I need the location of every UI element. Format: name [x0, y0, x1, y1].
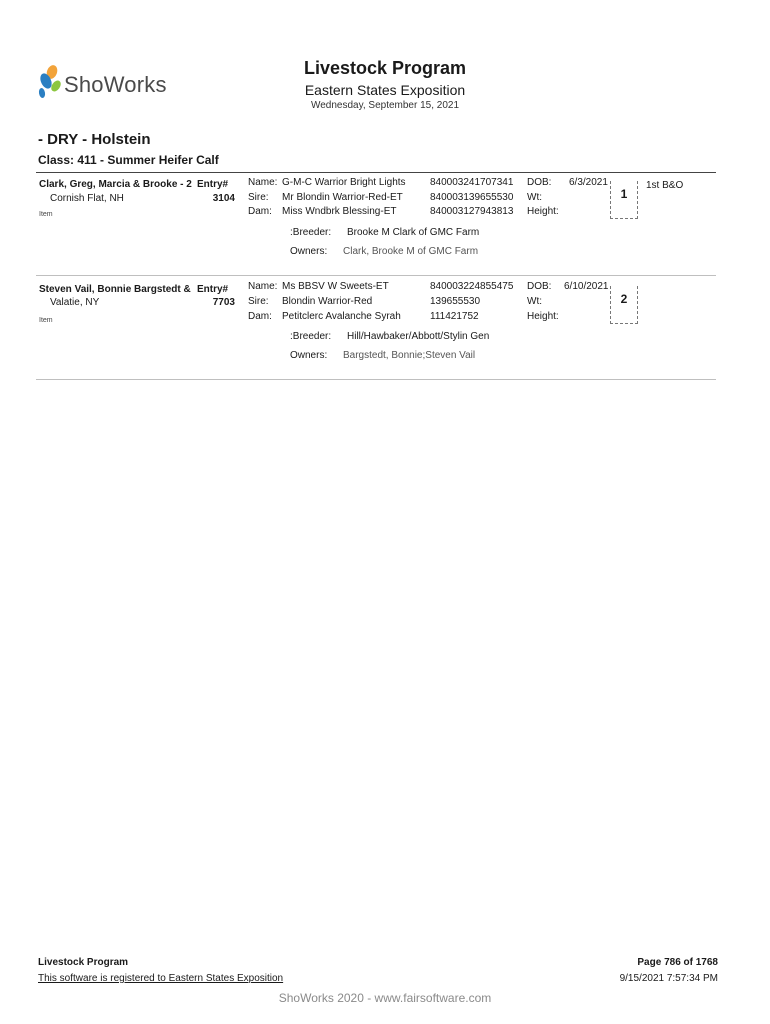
report-subtitle: Eastern States Exposition [304, 82, 466, 98]
owners-name: Clark, Brooke M of GMC Farm [343, 246, 479, 257]
dam-name: Miss Wndbrk Blessing-ET [282, 206, 397, 217]
dob-value: 6/10/2021 [564, 281, 609, 292]
logo-text: ShoWorks [64, 72, 167, 97]
height-label: Height: [527, 311, 559, 322]
dam-label: Dam: [248, 206, 272, 217]
weight-label: Wt: [527, 192, 542, 203]
footer-registration-link[interactable]: This software is registered to Eastern States Exposition [38, 973, 284, 984]
entry-number: 7703 [212, 297, 235, 308]
award-text: 1st B&O [646, 180, 684, 191]
exhibitor-location: Valatie, NY [50, 297, 100, 308]
entry-divider [36, 275, 716, 276]
breeder-label: :Breeder: [290, 227, 332, 238]
dam-label: Dam: [248, 311, 272, 322]
dam-name: Petitclerc Avalanche Syrah [282, 311, 401, 322]
footer-timestamp: 9/15/2021 7:57:34 PM [619, 973, 718, 984]
animal-name: Ms BBSV W Sweets-ET [282, 281, 389, 292]
sire-id: 840003139655530 [430, 192, 514, 203]
owners-label: Owners: [290, 246, 328, 257]
entry-number: 3104 [212, 193, 235, 204]
sire-id: 139655530 [430, 296, 481, 307]
exhibitor-name: Steven Vail, Bonnie Bargstedt & [39, 284, 191, 295]
animal-id: 840003241707341 [430, 177, 514, 188]
sire-name: Mr Blondin Warrior-Red-ET [282, 192, 403, 203]
owners-name: Bargstedt, Bonnie;Steven Vail [343, 350, 476, 361]
breeder-name: Hill/Hawbaker/Abbott/Stylin Gen [347, 331, 490, 342]
item-label: Item [39, 317, 53, 324]
breeder-label: :Breeder: [290, 331, 332, 342]
sire-name: Blondin Warrior-Red [282, 296, 373, 307]
software-watermark: ShoWorks 2020 - www.fairsoftware.com [278, 991, 492, 1005]
dob-label: DOB: [527, 177, 552, 188]
report-title: Livestock Program [303, 58, 467, 78]
entry-label: Entry# [197, 179, 229, 190]
sire-label: Sire: [248, 296, 269, 307]
height-label: Height: [527, 206, 559, 217]
department-heading: - DRY - Holstein [38, 131, 151, 148]
item-label: Item [39, 211, 53, 218]
placing-box: 2 [610, 286, 638, 324]
owners-label: Owners: [290, 350, 328, 361]
exhibitor-name: Clark, Greg, Marcia & Brooke - 2 [39, 179, 192, 190]
footer-program: Livestock Program [38, 957, 129, 968]
dob-value: 6/3/2021 [569, 177, 608, 188]
breeder-name: Brooke M Clark of GMC Farm [347, 227, 480, 238]
sire-label: Sire: [248, 192, 269, 203]
animal-name: G-M-C Warrior Bright Lights [282, 177, 406, 188]
class-heading: Class: 411 - Summer Heifer Calf [38, 153, 219, 167]
name-label: Name: [248, 281, 278, 292]
class-divider [36, 172, 716, 173]
entry-divider [36, 379, 716, 380]
dam-id: 840003127943813 [430, 206, 514, 217]
placing-box: 1 [610, 181, 638, 219]
name-label: Name: [248, 177, 278, 188]
animal-id: 840003224855475 [430, 281, 514, 292]
exhibitor-location: Cornish Flat, NH [50, 193, 124, 204]
entry-label: Entry# [197, 284, 229, 295]
footer-page-number: Page 786 of 1768 [637, 957, 718, 968]
weight-label: Wt: [527, 296, 542, 307]
report-date: Wednesday, September 15, 2021 [310, 100, 460, 111]
dam-id: 111421752 [430, 311, 479, 322]
dob-label: DOB: [527, 281, 552, 292]
